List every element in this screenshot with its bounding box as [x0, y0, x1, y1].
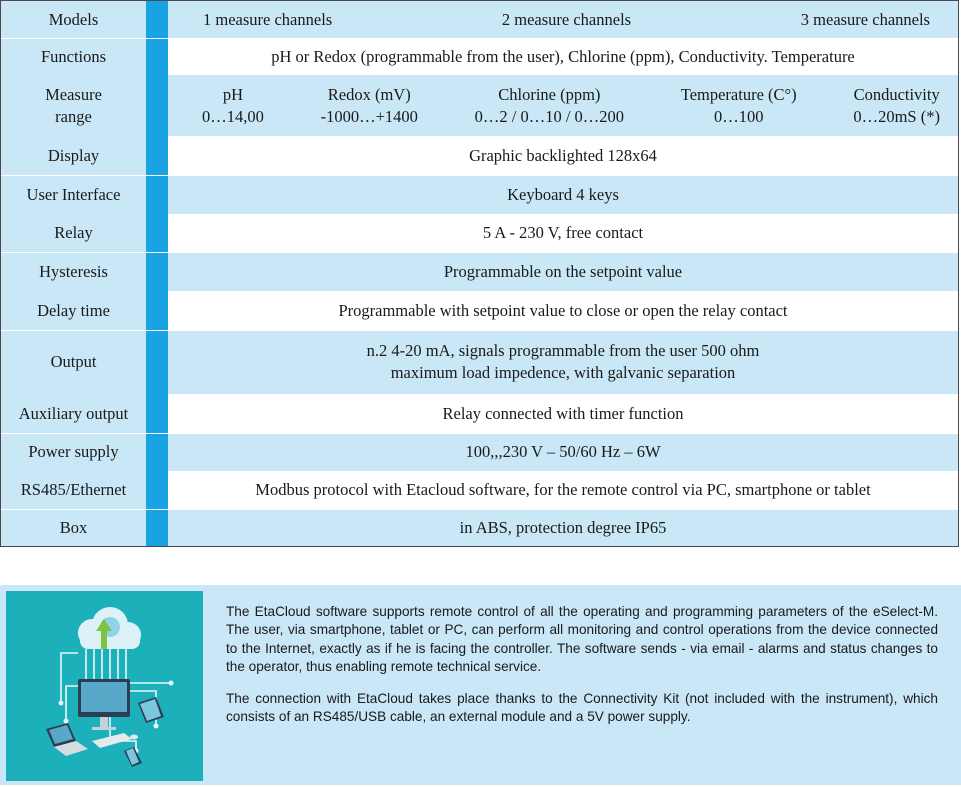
row-value: 5 A - 230 V, free contact	[168, 214, 958, 252]
model-2-channels: 2 measure channels	[501, 9, 632, 29]
range-name: pH	[222, 84, 244, 104]
info-text	[226, 603, 938, 741]
row-label: Output	[1, 330, 146, 394]
row-output	[1, 330, 958, 394]
row-label: Measure range	[1, 75, 146, 136]
range-name: Conductivity	[853, 84, 940, 104]
row-rs485-ethernet	[1, 471, 958, 509]
row-power-supply	[1, 433, 958, 471]
range-value: 0…14,00	[202, 106, 264, 126]
range-name: Chlorine (ppm)	[498, 84, 601, 104]
row-value: Graphic backlighted 128x64	[168, 136, 958, 175]
range-temperature	[681, 84, 797, 128]
row-value: 100,,,230 V – 50/60 Hz – 6W	[168, 433, 958, 471]
range-ph	[202, 84, 264, 128]
accent-stripe	[146, 175, 168, 214]
row-label: Delay time	[1, 291, 146, 330]
range-value: 0…2 / 0…10 / 0…200	[474, 106, 625, 126]
row-value: Relay connected with timer function	[168, 394, 958, 433]
accent-stripe	[146, 471, 168, 509]
row-divider	[1, 330, 958, 331]
row-functions	[1, 38, 958, 75]
etacloud-info-box	[0, 585, 961, 785]
accent-stripe	[146, 509, 168, 546]
range-conductivity	[853, 84, 940, 128]
range-value: -1000…+1400	[320, 106, 418, 126]
row-delay-time	[1, 291, 958, 330]
accent-stripe	[146, 136, 168, 175]
range-chlorine	[475, 84, 624, 128]
model-3-channels: 3 measure channels	[800, 9, 930, 29]
output-line-2: maximum load impedence, with galvanic separation	[390, 363, 736, 382]
row-divider	[1, 38, 958, 39]
range-value: 0…100	[713, 106, 764, 126]
row-box	[1, 509, 958, 546]
models-values	[168, 1, 958, 38]
output-line-1: n.2 4-20 mA, signals programmable from the user 500 ohm	[366, 341, 760, 360]
row-measure-range	[1, 75, 958, 136]
accent-stripe	[146, 291, 168, 330]
range-redox	[321, 84, 418, 128]
cloud-devices-icon	[6, 591, 203, 781]
row-label: Functions	[1, 38, 146, 75]
row-divider	[1, 433, 958, 434]
row-auxiliary-output	[1, 394, 958, 433]
range-name: Temperature (C°)	[680, 84, 797, 104]
row-divider	[1, 509, 958, 510]
row-relay	[1, 214, 958, 252]
row-value: pH or Redox (programmable from the user), Chlorine (ppm), Conductivity. Temperature	[168, 38, 958, 75]
row-value: Programmable on the setpoint value	[168, 252, 958, 291]
row-label: Power supply	[1, 433, 146, 471]
row-hysteresis	[1, 252, 958, 291]
row-value: Modbus protocol with Etacloud software, for the remote control via PC, smartphone or tablet	[168, 471, 958, 509]
row-label: Hysteresis	[1, 252, 146, 291]
range-value: 0…20mS (*)	[853, 106, 940, 126]
row-divider	[1, 252, 958, 253]
row-label: Display	[1, 136, 146, 175]
accent-stripe	[146, 252, 168, 291]
accent-stripe	[146, 75, 168, 136]
info-paragraph-2: The connection with EtaCloud takes place thanks to the Connectivity Kit (not included with the instrument), which consists of an RS485/USB cable, an external module and a 5V power supply.	[226, 691, 938, 725]
row-display	[1, 136, 958, 175]
row-label: Models	[1, 1, 146, 38]
row-value: in ABS, protection degree IP65	[168, 509, 958, 546]
accent-stripe	[146, 38, 168, 75]
accent-stripe	[146, 1, 168, 38]
accent-stripe	[146, 330, 168, 394]
row-label: User Interface	[1, 175, 146, 214]
row-user-interface	[1, 175, 958, 214]
row-value: Keyboard 4 keys	[168, 175, 958, 214]
row-value	[168, 330, 958, 394]
row-models	[1, 1, 958, 38]
row-label: RS485/Ethernet	[1, 471, 146, 509]
row-divider	[1, 175, 958, 176]
row-value: Programmable with setpoint value to close or open the relay contact	[168, 291, 958, 330]
info-paragraph-1: The EtaCloud software supports remote control of all the operating and programming parameters of the eSelect-M. The user, via smartphone, tablet or PC, can perform all monitoring and control operations from the device connected to the Internet, exactly as if he is facing the controller. The software sends - via email - alarms and status changes to the operator, thus enabling remote technical service.	[226, 604, 938, 674]
row-label: Relay	[1, 214, 146, 252]
row-label: Auxiliary output	[1, 394, 146, 433]
range-name: Redox (mV)	[327, 84, 411, 104]
model-1-channel: 1 measure channels	[203, 9, 333, 29]
accent-stripe	[146, 214, 168, 252]
row-label: Box	[1, 509, 146, 546]
accent-stripe	[146, 433, 168, 471]
accent-stripe	[146, 394, 168, 433]
measure-range-values	[168, 75, 958, 136]
